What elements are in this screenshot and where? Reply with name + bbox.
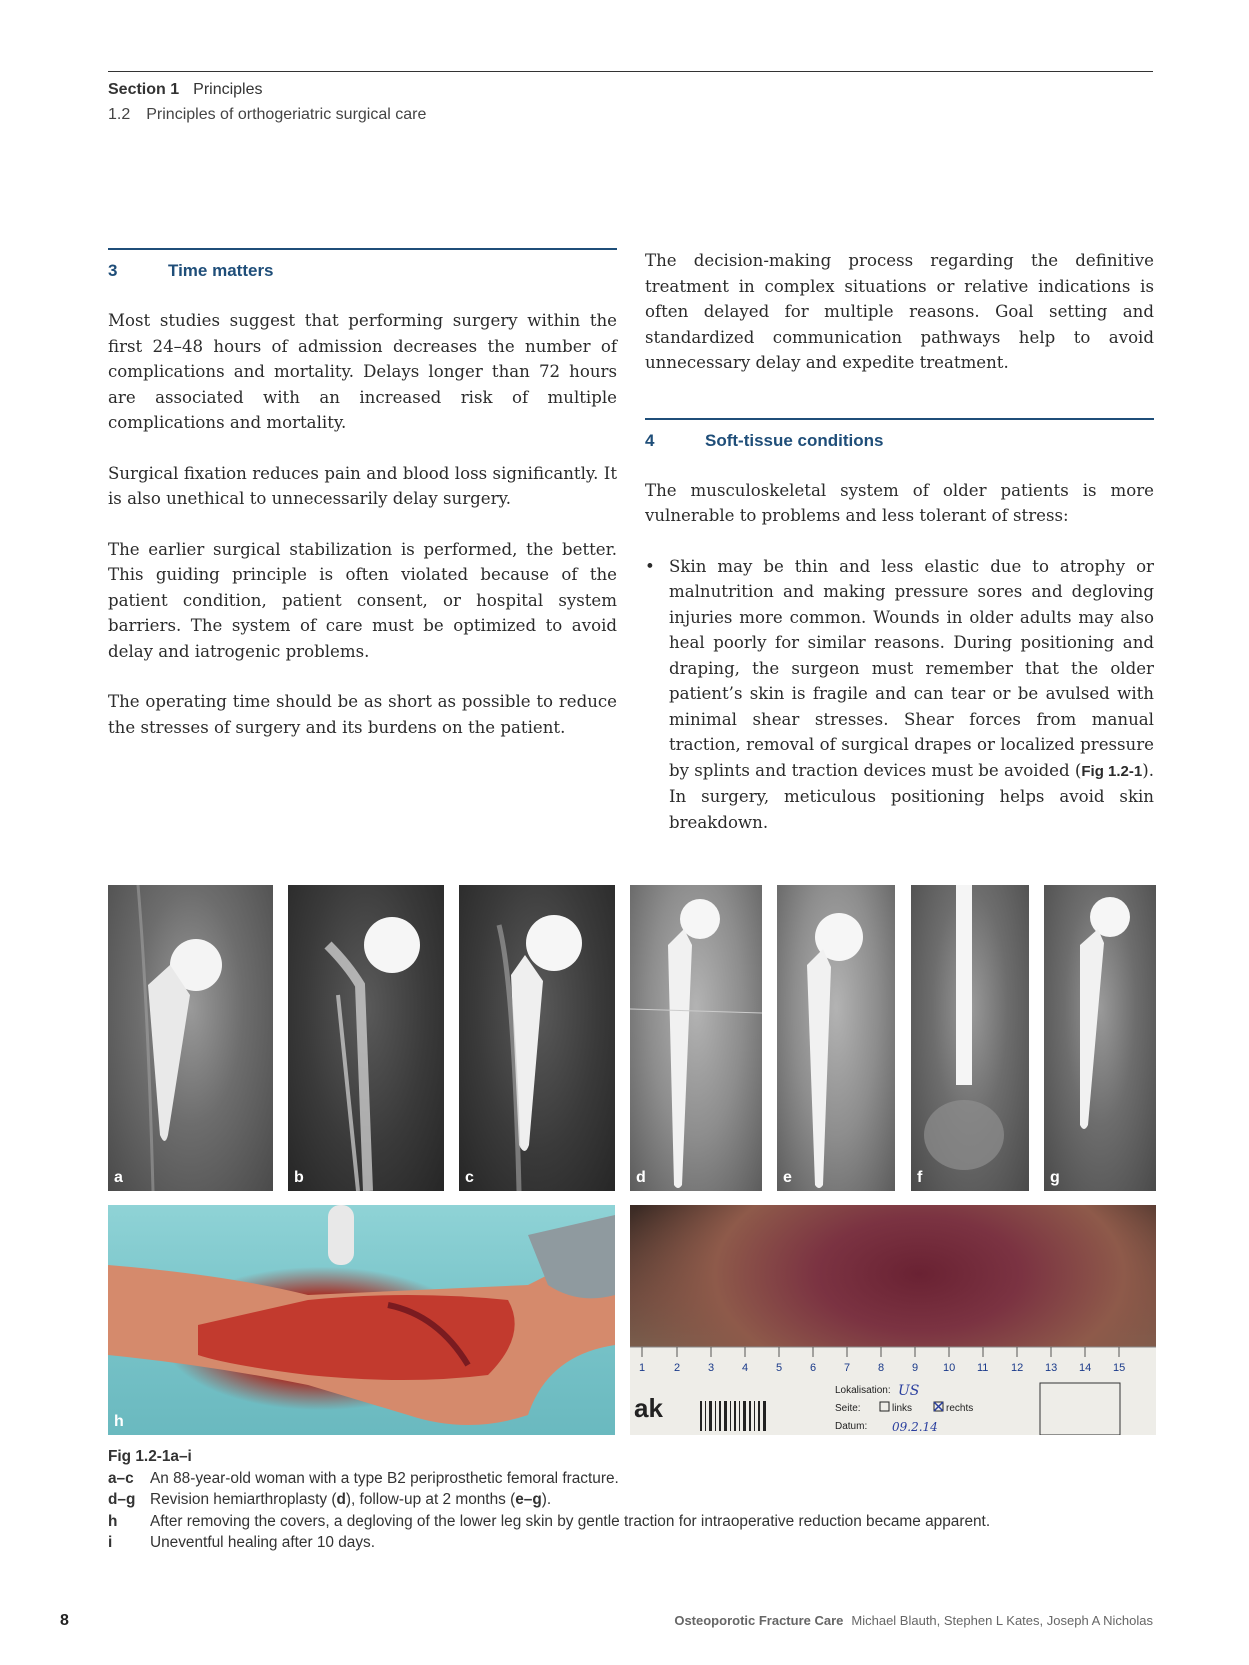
paragraph: Surgical fixation reduces pain and blood loss significantly. It is also unethical to unnecessarily delay surgery. [108,463,617,508]
panel-label: g [1050,1169,1060,1186]
ruler-number: 10 [943,1362,956,1374]
ruler-number: 6 [810,1362,817,1374]
section-heading-soft-tissue [645,428,1154,454]
running-header-section [108,81,263,99]
caption-row: i Uneventful healing after 10 days. [108,1534,376,1551]
paragraph: The operating time should be as short as possible to reduce the stresses of surgery and its burdens on the patient. [108,692,617,737]
paragraph: The musculoskeletal system of older patients is more vulnerable to problems and less tolerant of stress: [645,480,1154,525]
ruler-number: 8 [878,1362,885,1374]
panel-label: h [114,1413,124,1430]
label-seite: Seite: [835,1403,861,1414]
caption-row: h After removing the covers, a degloving of the lower leg skin by gentle traction for intraoperative reduction became apparent. [108,1512,991,1530]
panel-label: d [636,1169,646,1186]
ruler-number: 7 [844,1362,851,1374]
section-rule [645,418,1154,420]
bullet-item: • Skin may be thin and less elastic due to atrophy or malnutrition and making pressure sores and degloving injuries more common. Wounds in older adults may also heal poorly for similar reasons. During positioning and draping, the surgeon must remember that the older patient’s skin is fragile and can tear or be avulsed with minimal shear stresses. Shear forces from manual traction, removal of surgical drapes or localized pressure by splints and traction devices must be avoided (Fig 1.2-1). In surgery, meticulous positioning helps avoid skin breakdown. [645,554,1154,836]
label-handwritten-location: US [898,1383,920,1399]
section-rule [108,248,617,250]
ruler-number: 5 [776,1362,783,1374]
figure-caption [108,1446,990,1554]
figure-panel-e [777,885,895,1191]
label-handwritten-date: 09.2.14 [892,1420,938,1434]
figure-panel-b [288,885,444,1191]
figure-panel-d [630,885,762,1191]
panel-label: e [783,1169,792,1186]
figure-panel-c [459,885,615,1191]
page-number: 8 [60,1612,69,1629]
running-header-subsection [108,106,426,124]
panel-label: b [294,1169,304,1186]
panel-label: a [114,1169,123,1186]
label-datum: Datum: [835,1421,868,1432]
section-heading-time-matters [108,258,617,284]
paragraph: The decision-making process regarding the definitive treatment in complex situations or relative indications is often delayed for multiple reasons. Goal setting and standardized communication pathways help to avoid unnecessary delay and expedite treatment. [645,251,1154,372]
figure-panel-i-photo [630,1205,1156,1435]
figure-panel-g [1044,885,1156,1191]
running-footer [674,1613,1153,1628]
figure-panel-a [108,885,273,1191]
label-links: links [892,1403,913,1414]
label-logo: ak [634,1393,663,1423]
left-column [108,248,617,740]
book-title: Osteoporotic Fracture Care [674,1613,844,1628]
caption-row: a–c An 88-year-old woman with a type B2 periprosthetic femoral fracture. [108,1469,619,1487]
subsection-number: 1.2 [108,106,131,123]
right-column [645,248,1154,835]
caption-row: d–g Revision hemiarthroplasty (d), follow-up at 2 months (e–g). [108,1491,552,1508]
figure-panel-h-photo [108,1205,615,1435]
ruler-number: 14 [1079,1362,1092,1374]
section-title: Time matters [168,261,274,280]
ruler-number: 1 [639,1362,646,1374]
section-number: 4 [645,430,655,450]
book-authors: Michael Blauth, Stephen L Kates, Joseph A Nicholas [851,1613,1153,1628]
label-lokalisation: Lokalisation: [835,1385,891,1396]
ruler-number: 15 [1113,1362,1126,1374]
subsection-title: Principles of orthogeriatric surgical care [146,106,427,123]
bullet-glyph: • [645,556,655,576]
panel-label: f [917,1169,923,1186]
section-label: Section 1 [108,81,180,98]
section-number: 3 [108,261,118,280]
paragraph: The earlier surgical stabilization is performed, the better. This guiding principle is often violated because of the patient condition, patient consent, or hospital system barriers. The system of care must be optimized to avoid delay and iatrogenic problems. [108,539,617,661]
figure-panel-f [911,885,1029,1191]
header-rule [108,71,1153,72]
paragraph: Most studies suggest that performing surgery within the first 24–48 hours of admission decreases the number of complications and mortality. Delays longer than 72 hours are associated with an increased risk of multiple complications and mortality. [108,311,617,432]
ruler-number: 2 [674,1362,681,1374]
ruler-number: 9 [912,1362,919,1374]
caption-title: Fig 1.2-1a–i [108,1448,192,1465]
ruler-number: 4 [742,1362,749,1374]
ruler-number: 3 [708,1362,715,1374]
label-rechts: rechts [946,1403,974,1414]
section-title: Soft-tissue conditions [705,430,884,450]
ruler-number: 11 [977,1362,989,1374]
panel-label: c [465,1169,474,1186]
figure-reference-link[interactable]: Fig 1.2-1 [1081,762,1143,780]
ruler-number: 13 [1045,1362,1058,1374]
ruler-number: 12 [1011,1362,1024,1374]
section-name: Principles [193,81,263,98]
